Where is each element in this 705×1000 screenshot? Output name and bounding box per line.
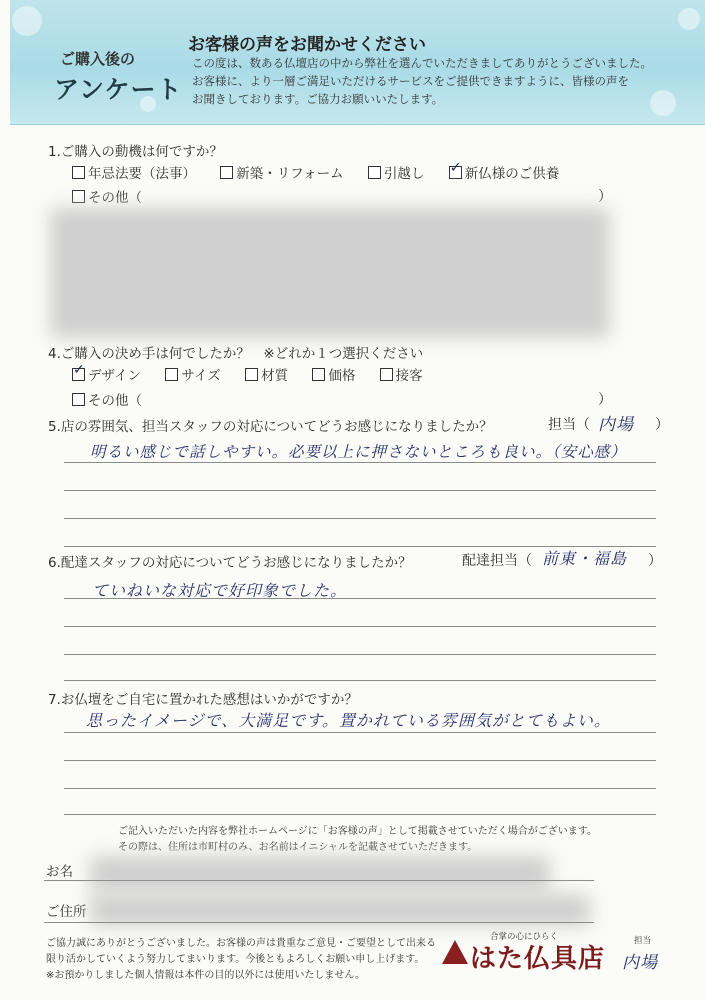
- tantou-name: 内場: [622, 953, 658, 973]
- close-paren: ）: [598, 392, 612, 408]
- answer-line: [64, 462, 656, 463]
- q4-option[interactable]: 価格: [312, 364, 355, 384]
- checkbox[interactable]: [220, 166, 233, 179]
- q5-staff-label: 担当（: [548, 417, 590, 433]
- intro-line: お聞きしております。ご協力お願いいたします。: [192, 92, 444, 106]
- answer-line: [64, 760, 656, 761]
- q4-option-checked[interactable]: ✓デザイン: [72, 364, 141, 384]
- q7-answer: 思ったイメージで、大満足です。置かれている雰囲気がとてもよい。: [86, 711, 611, 730]
- checkbox[interactable]: [72, 166, 85, 179]
- answer-line: [64, 598, 656, 599]
- q4-option[interactable]: 接客: [380, 364, 423, 384]
- header-title: アンケート: [54, 75, 183, 104]
- footer-line: ご協力誠にありがとうございました。お客様の声は貴重なご意見・ご要望として出来る: [46, 938, 436, 949]
- footer-line: ※お預かりしました個人情報は本件の目的以外には使用いたしません。: [46, 970, 365, 981]
- answer-line: [64, 626, 656, 627]
- name-label: お名: [46, 864, 73, 880]
- answer-line: [64, 490, 656, 491]
- checkbox[interactable]: [245, 368, 258, 381]
- question-1: 1.ご購入の動機は何ですか？: [48, 144, 223, 160]
- address-label: ご住所: [46, 904, 87, 920]
- q1-option[interactable]: 引越し: [368, 162, 425, 182]
- name-line: [44, 880, 594, 881]
- q1-other[interactable]: その他（: [72, 186, 142, 206]
- q1-option[interactable]: 年忌法要（法事）: [72, 162, 196, 182]
- redacted-block: [50, 208, 610, 338]
- question-7: 7.お仏壇をご自宅に置かれた感想はいかがですか？: [48, 692, 358, 708]
- answer-line: [64, 518, 656, 519]
- q4-options: [72, 364, 443, 384]
- checkbox[interactable]: [72, 393, 85, 406]
- header-intro: [192, 54, 697, 108]
- header-subtitle: ご購入後の: [60, 50, 136, 68]
- bubble-decoration: [678, 8, 700, 30]
- answer-line: [64, 680, 656, 681]
- intro-line: お客様に、より一層ご満足いただけるサービスをご提供できますように、皆様の声を: [192, 74, 629, 88]
- q6-answer: ていねいな対応で好印象でした。: [92, 581, 348, 600]
- q1-option-checked[interactable]: ✓ 新仏様のご供養: [449, 162, 560, 182]
- answer-line: [64, 732, 656, 733]
- notice-line: ご記入いただいた内容を弊社ホームページに「お客様の声」として掲載させていただく場合がございます。: [118, 826, 597, 837]
- redacted-name: [90, 856, 550, 892]
- intro-line: この度は、数ある仏壇店の中から弊社を選んでいただきましてありがとうございました。: [192, 56, 652, 70]
- question-4: 4.ご購入の決め手は何でしたか？ ※どれか１つ選択ください: [48, 346, 424, 362]
- answer-line: [64, 788, 656, 789]
- header-heading: お客様の声をお聞かせください: [188, 35, 426, 55]
- checkbox[interactable]: [312, 368, 325, 381]
- q1-options: [72, 162, 579, 182]
- q5-answer: 明るい感じで話しやすい。必要以上に押さないところも良い。（安心感）: [90, 443, 627, 461]
- question-5: 5.店の雰囲気、担当スタッフの対応についてどうお感じになりましたか？: [48, 419, 493, 435]
- company-logo: [442, 930, 607, 974]
- question-6: 6.配達スタッフの対応についてどうお感じになりましたか？: [48, 555, 412, 571]
- footer-line: 限り活かしていくよう努力してまいります。今後ともよろしくお願い申し上げます。: [46, 954, 425, 965]
- close-paren: ）: [648, 553, 662, 569]
- bubble-decoration: [12, 6, 42, 36]
- q5-staff-name: 内場: [598, 415, 634, 435]
- survey-header: [10, 0, 705, 125]
- checkbox[interactable]: [72, 190, 85, 203]
- checkbox[interactable]: [380, 368, 393, 381]
- checkbox-checked[interactable]: [449, 166, 462, 179]
- checkbox[interactable]: [165, 368, 178, 381]
- answer-line: [64, 814, 656, 815]
- logo-tagline: 合掌の心にひらく: [490, 932, 559, 942]
- logo-name: はた仏具店: [470, 944, 606, 974]
- checkbox-checked[interactable]: [72, 368, 85, 381]
- q6-staff-label: 配達担当（: [462, 553, 532, 569]
- checkbox[interactable]: [368, 166, 381, 179]
- answer-line: [64, 654, 656, 655]
- notice-line: その際は、住所は市町村のみ、お名前はイニシャルを記載させていただきます。: [118, 842, 478, 853]
- tantou-label: 担当: [634, 936, 652, 946]
- q4-option[interactable]: 材質: [245, 364, 288, 384]
- q4-option[interactable]: サイズ: [165, 364, 220, 384]
- logo-mountain-icon: [442, 940, 468, 964]
- q4-other[interactable]: その他（: [72, 389, 142, 409]
- address-line: [44, 922, 594, 923]
- q6-staff-name: 前東・福島: [542, 549, 628, 568]
- close-paren: ）: [655, 417, 669, 433]
- q1-option[interactable]: 新築・リフォーム: [220, 162, 343, 182]
- close-paren: ）: [598, 189, 612, 205]
